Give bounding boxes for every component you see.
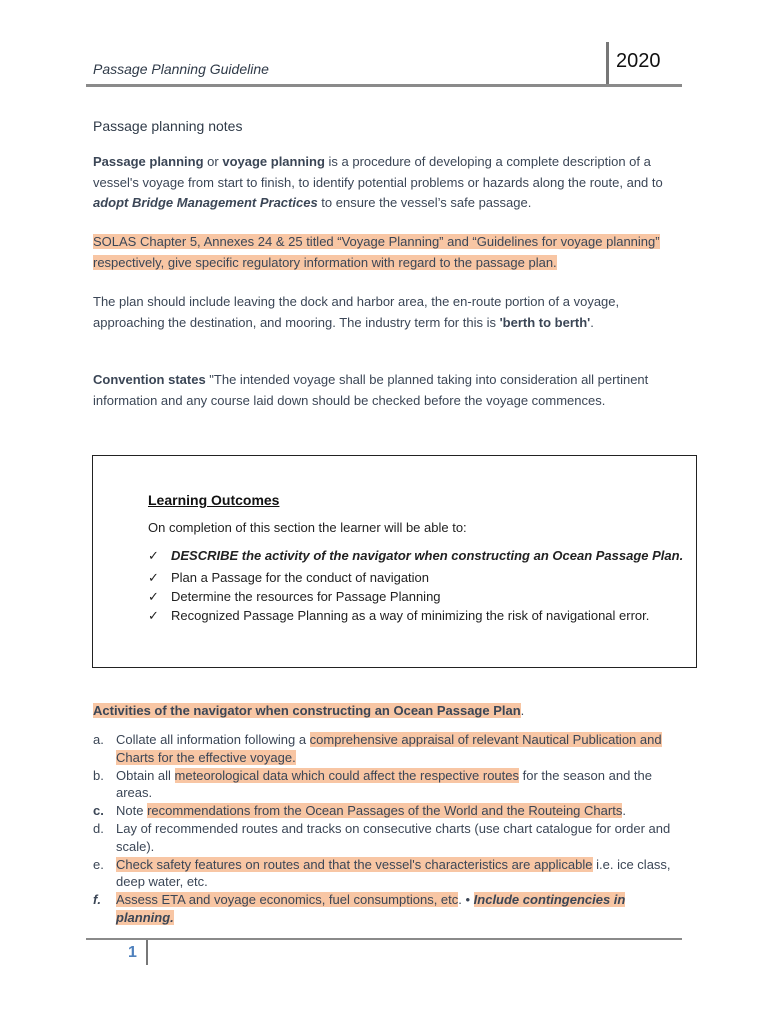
page-number: 1 <box>128 944 137 961</box>
list-item: d. Lay of recommended routes and tracks on consecutive charts (use chart catalogue for order and scale). <box>93 820 671 854</box>
term-berth-to-berth: 'berth to berth' <box>499 314 591 330</box>
checkmark-icon: ✓ <box>148 548 159 563</box>
learning-outcomes-intro: On completion of this section the learner will be able to: <box>148 520 467 535</box>
learning-outcomes-title: Learning Outcomes <box>148 492 280 508</box>
activities-heading: Activities of the navigator when constructing an Ocean Passage Plan. <box>93 703 525 718</box>
list-item: f. Assess ETA and voyage economics, fuel consumptions, etc. • Include contingencies in planning. <box>93 892 626 925</box>
checkmark-icon: ✓ <box>148 570 159 585</box>
term-passage-planning: Passage planning <box>93 154 204 169</box>
learning-outcomes-list <box>148 546 693 625</box>
list-item: b. Obtain all meteorological data which could affect the respective routes for the season and the areas. <box>93 767 652 801</box>
solas-paragraph <box>93 231 683 273</box>
solas-highlight: SOLAS Chapter 5, Annexes 24 & 25 titled “Voyage Planning” and “Guidelines for voyage planning” respectively, give specific regulatory information with regard to the passage plan. <box>93 234 660 270</box>
term-voyage-planning: voyage planning <box>222 154 325 169</box>
document-header-title: Passage Planning Guideline <box>93 61 269 77</box>
list-item: ✓ Plan a Passage for the conduct of navigation <box>148 570 430 585</box>
learning-outcomes-box <box>92 455 697 668</box>
checkmark-icon: ✓ <box>148 608 159 623</box>
intro-paragraph: Passage planning or voyage planning is a procedure of developing a complete description of a vessel's voyage from start to finish, to identify potential problems or hazards along the route, and to adopt Bridge Management Practices to ensure the vessel’s safe passage. <box>93 154 663 210</box>
term-convention-states: Convention states <box>93 372 206 387</box>
activities-list <box>93 731 673 927</box>
convention-paragraph: Convention states "The intended voyage shall be planned taking into consideration all pertinent information and any course laid down should be checked before the voyage commences. <box>93 372 649 408</box>
list-item: e. Check safety features on routes and that the vessel's characteristics are applicable i.e. ice class, deep water, etc. <box>93 856 671 890</box>
list-item: ✓ Determine the resources for Passage Planning <box>148 589 441 604</box>
footer-divider <box>146 940 148 965</box>
list-item: a. Collate all information following a comprehensive appraisal of relevant Nautical Publication and Charts for the effective voyage. <box>93 732 662 765</box>
header-rule <box>86 84 682 87</box>
list-item: ✓ Recognized Passage Planning as a way of minimizing the risk of navigational error. <box>148 608 650 623</box>
section-heading: Passage planning notes <box>93 118 243 134</box>
document-header-year: 2020 <box>616 50 661 72</box>
header-divider <box>606 42 609 86</box>
plan-scope-paragraph: The plan should include leaving the dock and harbor area, the en-route portion of a voyage, approaching the destination, and mooring. The industry term for this is 'berth to berth'. <box>93 294 620 330</box>
list-item: ✓ DESCRIBE the activity of the navigator when constructing an Ocean Passage Plan. <box>148 546 693 566</box>
checkmark-icon: ✓ <box>148 589 159 604</box>
footer-rule <box>86 938 682 940</box>
term-bridge-management: adopt Bridge Management Practices <box>93 195 318 210</box>
list-item: c. Note recommendations from the Ocean Passages of the World and the Routeing Charts. <box>93 803 626 819</box>
